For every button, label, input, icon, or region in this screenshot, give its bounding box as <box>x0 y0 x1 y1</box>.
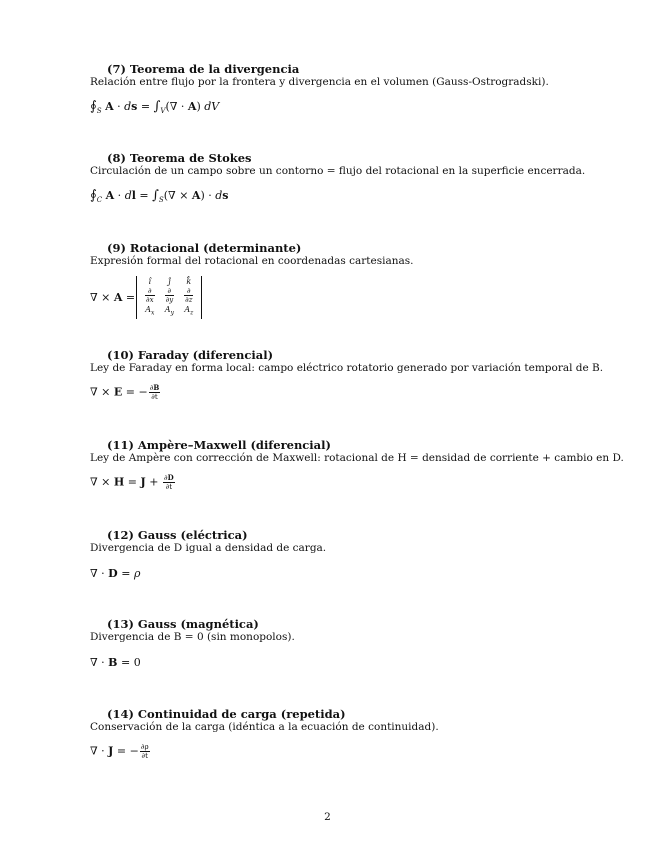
equation-ampere-maxwell: ∇ × H = J + $\frac{\partial D}{\partial t}$ <box>90 473 174 491</box>
equation-divergence-theorem: $∮_S$ A · ds = $\int_V(\nabla \cdot A)$ dV <box>90 99 220 115</box>
equation-gauss-magnetic: ∇ · B = 0 <box>90 656 141 669</box>
section-description: Divergencia de D igual a densidad de carga. <box>90 542 327 554</box>
section-title: (11) Ampère–Maxwell (diferencial) <box>107 438 331 452</box>
section-title: (9) Rotacional (determinante) <box>107 241 302 255</box>
section-title: (7) Teorema de la divergencia <box>107 62 300 76</box>
equation-continuity: ∇ · J = − $\frac{\partial\rho}{\partial t}$ <box>90 743 149 760</box>
equation-stokes-theorem: $∮_C$ A · dl = $\int_S(\nabla \times A)$ · ds <box>90 188 229 204</box>
equation-curl-lhs: ∇ × A = <box>90 291 136 304</box>
section-title: (13) Gauss (magnética) <box>107 617 259 631</box>
section-description: Divergencia de B = 0 (sin monopolos). <box>90 631 295 643</box>
section-title: (8) Teorema de Stokes <box>107 151 252 165</box>
equation-gauss-electric: ∇ · D = ρ <box>90 567 141 580</box>
curl-determinant: î ĵ k̂ $\frac{\partial}{\partial x}$ $\frac{\partial}{\partial y}$ $\frac{\partial}{\partial z}$ $A_x$ $A_y$ $A_z$ <box>136 276 202 319</box>
section-description: Circulación de un campo sobre un contorno = flujo del rotacional en la superficie encerrada. <box>90 165 586 177</box>
section-description: Relación entre flujo por la frontera y divergencia en el volumen (Gauss-Ostrogradski). <box>90 76 549 88</box>
equation-faraday: ∇ × E = − $\frac{\partial B}{\partial t}$ <box>90 383 160 401</box>
section-description: Ley de Ampère con corrección de Maxwell: rotacional de H = densidad de corriente + cambio en D. <box>90 452 624 464</box>
section-title: (10) Faraday (diferencial) <box>107 348 274 362</box>
section-title: (12) Gauss (eléctrica) <box>107 528 248 542</box>
section-description: Conservación de la carga (idéntica a la ecuación de continuidad). <box>90 721 439 733</box>
section-title: (14) Continuidad de carga (repetida) <box>107 707 346 721</box>
section-description: Expresión formal del rotacional en coordenadas cartesianas. <box>90 255 414 267</box>
section-description: Ley de Faraday en forma local: campo eléctrico rotatorio generado por variación temporal de B. <box>90 362 604 374</box>
page-number: 2 <box>324 811 331 823</box>
